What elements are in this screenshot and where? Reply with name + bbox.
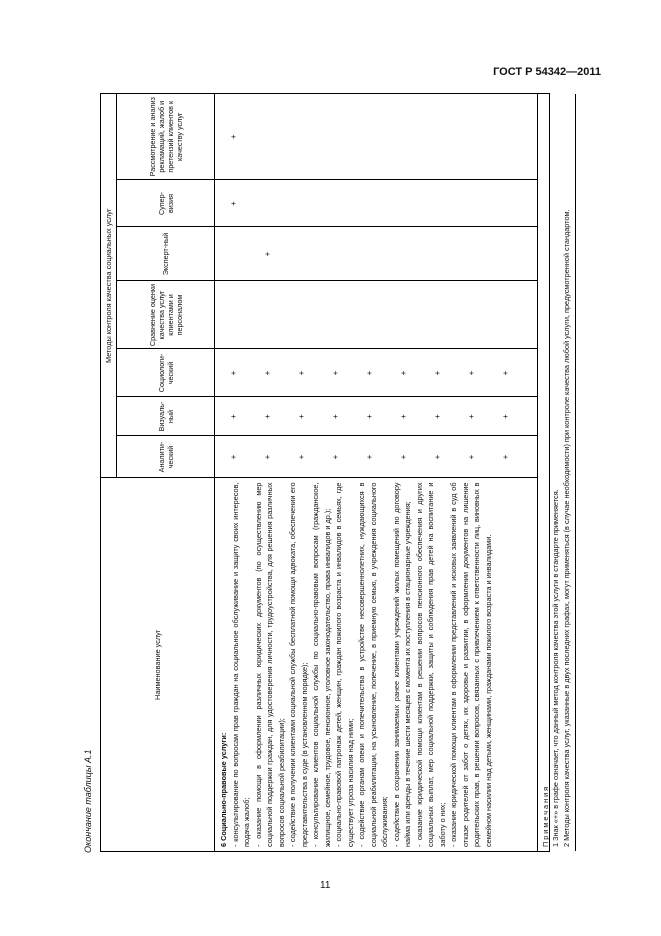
method-mark <box>432 228 466 281</box>
method-mark <box>330 228 364 281</box>
method-mark: + <box>331 414 340 419</box>
service-item: - консультирование по вопросам прав граждан на социальное обслуживание и защиту своих интересов, подача жалоб; <box>230 482 251 847</box>
method-mark: + <box>433 454 442 460</box>
method-mark <box>330 94 364 180</box>
method-mark <box>296 228 330 281</box>
method-mark <box>466 181 500 227</box>
method-mark: + <box>297 454 306 460</box>
method-mark: + <box>365 370 374 376</box>
method-mark <box>262 282 296 349</box>
methods-group-header: Методы контроля качества социальных услуг <box>101 94 117 478</box>
method-mark: + <box>331 370 340 376</box>
service-item: - оказание помощи в оформлении различных юридических документов (по осуществлению мер социальной поддержки граждан, для удостоверения личности, трудоустройства, для решения различных вопросов социальной реабилитации); <box>253 482 286 847</box>
method-mark <box>296 94 330 180</box>
page-number: 11 <box>320 880 331 891</box>
table-notes <box>538 94 576 851</box>
method-mark <box>398 181 432 227</box>
column-header-expert: Эксперт-ный <box>117 227 215 281</box>
method-mark <box>398 282 432 349</box>
method-mark: + <box>501 414 510 419</box>
method-mark: + <box>229 201 238 206</box>
note-item: 2 Методы контроля качества услуг, указанные в двух последних графах, могут применяться (в случае необходимости) при контроле качества любой услуги, предусмотренной стандартом. <box>561 209 571 847</box>
service-item: - оказание юридической помощи клиентам в решении вопросов пенсионного обеспечения и других социальных выплат, мер социальной поддержки, защиты и соблюдения прав детей на воспитание и заботу о них; <box>414 482 447 847</box>
method-mark: + <box>433 370 442 376</box>
section-title: 6 Социально-правовые услуги: <box>219 732 228 847</box>
marks-column-expert <box>215 227 538 281</box>
services-list-cell <box>215 478 538 851</box>
method-mark: + <box>229 134 238 140</box>
service-item: - оказание юридической помощи клиентам в оформлении представлений и исковых заявлений в суд об отказе родителей от забот о детях, их здоровье и развитии, в оформлении документов на лишение родительских прав, в решении вопросов, связанных с привлечением к ответственности лиц, виновных в семейном насилии над детьми, женщинами, гражданами пожилого возраста и инвалидами. <box>449 482 493 847</box>
method-mark: + <box>467 414 476 419</box>
method-mark <box>466 228 500 281</box>
method-mark <box>262 181 296 227</box>
marks-column-complaints <box>215 94 538 180</box>
method-mark <box>432 181 466 227</box>
method-mark: + <box>467 454 476 460</box>
method-mark: + <box>399 414 408 419</box>
service-item: - содействие в получении клиентами социальной службы бесплатной помощи адвоката, обеспечении его представительства в суде (в установленном порядке); <box>288 482 309 847</box>
method-mark: + <box>433 414 442 419</box>
standard-designation: ГОСТ Р 54342—2011 <box>493 66 601 78</box>
method-mark <box>500 228 534 281</box>
method-mark <box>466 94 500 180</box>
column-header-complaints: Рассмотрение и анализ рекламаций, жалоб и претензий клиентов к качеству услуг <box>117 94 215 180</box>
method-mark <box>364 282 398 349</box>
method-mark <box>432 282 466 349</box>
notes-title: Примечания <box>541 784 550 847</box>
method-mark <box>330 282 364 349</box>
method-mark <box>398 94 432 180</box>
method-mark <box>466 282 500 349</box>
method-mark: + <box>365 454 374 460</box>
column-header-sociological: Социологи-ческий <box>117 349 215 397</box>
method-mark: + <box>263 414 272 419</box>
column-header-comparison: Сравнение оценки качества услуг клиентами и персоналом <box>117 281 215 349</box>
table-frame <box>100 93 571 852</box>
method-mark: + <box>501 454 510 460</box>
method-mark <box>330 181 364 227</box>
method-mark <box>432 94 466 180</box>
method-mark <box>364 94 398 180</box>
column-header-visual: Визуаль-ный <box>117 397 215 436</box>
note-item: 1 Знак «+» в графе означает, что данный метод контроля качества этой услуги в стандарте применяется. <box>551 489 561 847</box>
method-mark: + <box>263 251 272 257</box>
marks-column-supervision <box>215 180 538 227</box>
method-mark: + <box>229 370 238 376</box>
method-mark: + <box>263 454 272 460</box>
method-mark: + <box>331 454 340 460</box>
marks-column-analytical <box>215 436 538 478</box>
column-header-analytical: Аналити-ческий <box>117 436 215 478</box>
marks-column-comparison <box>215 281 538 349</box>
service-item: - содействие в сохранении занимаемых ранее клиентами учреждений жилых помещений по договору найма или аренды в течение шести месяцев с момента их поступления в стационарные учреждения; <box>391 482 412 847</box>
service-item: - содействие органам опеки и попечительства в устройстве несовершеннолетних, нуждающихся в социальной реабилитации, на усыновление, попечение, в приемную семью, в учреждения социального обслуживания; <box>357 482 389 847</box>
method-mark: + <box>263 370 272 376</box>
method-mark: + <box>229 414 238 419</box>
services-column-header: Наименование услуг <box>101 478 215 851</box>
service-item: - консультирование клиентов социальной службы по социально-правовым вопросам (гражданское, жилищное, семейное, трудовое, пенсионное, уголовное законодательство, права инвалидов и др.); <box>311 482 332 847</box>
method-mark <box>228 282 262 349</box>
method-mark <box>228 228 262 281</box>
marks-column-visual <box>215 397 538 436</box>
method-mark: + <box>297 370 306 376</box>
table-caption: Окончание таблицы А.1 <box>83 749 93 853</box>
method-mark: + <box>399 370 408 376</box>
service-item: - социально-правовой патронаж детей, женщин, граждан пожилого возраста и инвалидов в семьях, где существует угроза насилия над ними; <box>334 482 355 847</box>
method-mark: + <box>297 414 306 419</box>
methods-table <box>101 94 576 851</box>
marks-column-sociological <box>215 349 538 397</box>
method-mark: + <box>365 414 374 419</box>
method-mark <box>364 228 398 281</box>
method-mark <box>296 181 330 227</box>
method-mark <box>364 181 398 227</box>
method-mark: + <box>467 370 476 376</box>
method-mark <box>500 181 534 227</box>
method-mark <box>500 94 534 180</box>
method-mark <box>296 282 330 349</box>
method-mark <box>500 282 534 349</box>
method-mark <box>262 94 296 180</box>
rotated-table-sheet <box>81 91 571 853</box>
method-mark <box>398 228 432 281</box>
method-mark: + <box>501 370 510 376</box>
method-mark: + <box>229 454 238 460</box>
column-header-supervision: Супер-визия <box>117 180 215 227</box>
method-mark: + <box>399 454 408 460</box>
